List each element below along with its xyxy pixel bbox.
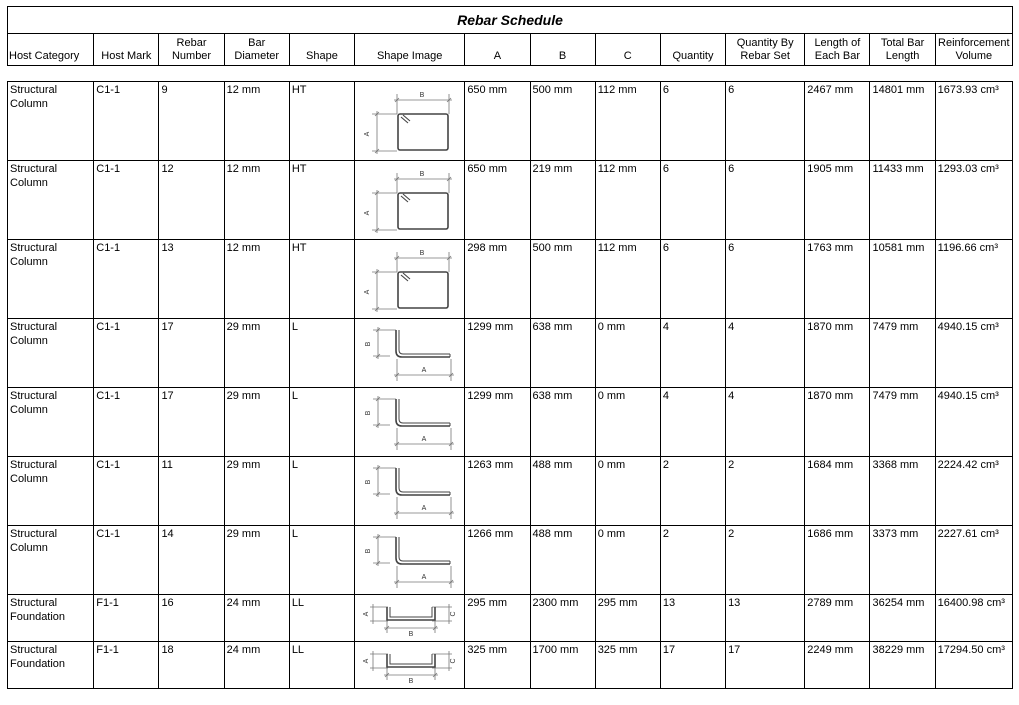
host-mark-cell: C1-1 <box>94 161 159 240</box>
dim-b-cell: 488 mm <box>530 457 595 526</box>
shape-label-a: A <box>363 131 371 137</box>
host-category-cell: Structural Column <box>8 388 94 457</box>
schedule-body <box>8 82 1013 689</box>
header-a[interactable]: A <box>465 34 530 66</box>
header-shape-image[interactable]: Shape Image <box>355 34 465 66</box>
header-rebar-number[interactable]: Rebar Number <box>159 34 224 66</box>
shape-cell: HT <box>289 82 354 161</box>
dim-a-cell: 325 mm <box>465 642 530 689</box>
host-category-cell: Structural Column <box>8 526 94 595</box>
host-category-cell: Structural Column <box>8 161 94 240</box>
shape-label-a: A <box>363 210 371 216</box>
shape-label-b: B <box>364 479 372 485</box>
host-mark-cell: C1-1 <box>94 82 159 161</box>
volume-cell: 1293.03 cm³ <box>935 161 1012 240</box>
dim-c-cell: 0 mm <box>595 319 660 388</box>
length-each-cell: 2467 mm <box>805 82 870 161</box>
total-length-cell: 38229 mm <box>870 642 935 689</box>
length-each-cell: 2789 mm <box>805 595 870 642</box>
dim-a-cell: 1266 mm <box>465 526 530 595</box>
rebar-number-cell: 13 <box>159 240 224 319</box>
dim-c-cell: 112 mm <box>595 161 660 240</box>
shape-label-a: A <box>362 658 370 664</box>
quantity-cell: 2 <box>660 457 725 526</box>
rebar-number-cell: 12 <box>159 161 224 240</box>
volume-cell: 4940.15 cm³ <box>935 388 1012 457</box>
dim-c-cell: 0 mm <box>595 457 660 526</box>
header-quantity-by-rebar-set[interactable]: Quantity By Rebar Set <box>726 34 805 66</box>
host-category-cell: Structural Column <box>8 457 94 526</box>
length-each-cell: 1870 mm <box>805 388 870 457</box>
total-length-cell: 3373 mm <box>870 526 935 595</box>
bar-diameter-cell: 29 mm <box>224 457 289 526</box>
quantity-cell: 6 <box>660 240 725 319</box>
rebar-number-cell: 18 <box>159 642 224 689</box>
rebar-number-cell: 17 <box>159 388 224 457</box>
table-row[interactable] <box>8 82 1013 161</box>
bar-diameter-cell: 12 mm <box>224 82 289 161</box>
quantity-cell: 4 <box>660 388 725 457</box>
shape-cell: L <box>289 457 354 526</box>
quantity-cell: 2 <box>660 526 725 595</box>
stirrup-shape-icon <box>360 82 460 158</box>
quantity-by-set-cell: 6 <box>726 82 805 161</box>
length-each-cell: 1686 mm <box>805 526 870 595</box>
header-reinforcement-volume[interactable]: Reinforcement Volume <box>935 34 1012 66</box>
header-host-category[interactable]: Host Category <box>8 34 94 66</box>
stirrup-shape-icon <box>360 161 460 237</box>
table-row[interactable] <box>8 595 1013 642</box>
host-category-cell: Structural Column <box>8 319 94 388</box>
stirrup-shape-icon <box>360 240 460 316</box>
dim-c-cell: 295 mm <box>595 595 660 642</box>
rebar-number-cell: 14 <box>159 526 224 595</box>
dim-a-cell: 1263 mm <box>465 457 530 526</box>
dim-b-cell: 1700 mm <box>530 642 595 689</box>
shape-label-a: A <box>421 505 426 512</box>
host-category-cell: Structural Column <box>8 82 94 161</box>
spacer-row <box>8 66 1013 82</box>
length-each-cell: 2249 mm <box>805 642 870 689</box>
shape-label-a: A <box>362 611 370 617</box>
host-mark-cell: F1-1 <box>94 642 159 689</box>
host-mark-cell: C1-1 <box>94 240 159 319</box>
rebar-number-cell: 17 <box>159 319 224 388</box>
rebar-schedule-table <box>7 6 1013 689</box>
shape-label-b: B <box>364 341 372 347</box>
shape-image-cell <box>355 240 465 319</box>
shape-image-cell <box>355 457 465 526</box>
dim-b-cell: 638 mm <box>530 388 595 457</box>
volume-cell: 2224.42 cm³ <box>935 457 1012 526</box>
table-row[interactable] <box>8 526 1013 595</box>
header-quantity[interactable]: Quantity <box>660 34 725 66</box>
bar-diameter-cell: 12 mm <box>224 161 289 240</box>
shape-label-b: B <box>364 410 372 416</box>
total-length-cell: 7479 mm <box>870 319 935 388</box>
shape-label-c: C <box>449 611 457 617</box>
bar-diameter-cell: 24 mm <box>224 595 289 642</box>
shape-image-cell <box>355 526 465 595</box>
quantity-cell: 4 <box>660 319 725 388</box>
bar-diameter-cell: 12 mm <box>224 240 289 319</box>
quantity-by-set-cell: 2 <box>726 526 805 595</box>
shape-image-cell <box>355 161 465 240</box>
total-length-cell: 10581 mm <box>870 240 935 319</box>
host-category-cell: Structural Foundation <box>8 595 94 642</box>
table-row[interactable] <box>8 642 1013 689</box>
shape-label-c: C <box>449 658 457 664</box>
quantity-cell: 6 <box>660 161 725 240</box>
total-length-cell: 3368 mm <box>870 457 935 526</box>
u-bar-shape-icon <box>360 595 460 639</box>
length-each-cell: 1684 mm <box>805 457 870 526</box>
length-each-cell: 1870 mm <box>805 319 870 388</box>
quantity-by-set-cell: 2 <box>726 457 805 526</box>
u-bar-shape-icon <box>360 642 460 686</box>
dim-a-cell: 650 mm <box>465 82 530 161</box>
dim-a-cell: 1299 mm <box>465 319 530 388</box>
shape-label-a: A <box>421 436 426 443</box>
shape-cell: L <box>289 319 354 388</box>
spacer-cell <box>8 66 1013 82</box>
shape-label-b: B <box>419 250 424 257</box>
quantity-by-set-cell: 6 <box>726 240 805 319</box>
dim-a-cell: 298 mm <box>465 240 530 319</box>
shape-label-b: B <box>408 678 413 685</box>
dim-a-cell: 650 mm <box>465 161 530 240</box>
shape-cell: L <box>289 526 354 595</box>
header-host-mark[interactable]: Host Mark <box>94 34 159 66</box>
dim-a-cell: 1299 mm <box>465 388 530 457</box>
dim-c-cell: 325 mm <box>595 642 660 689</box>
total-length-cell: 11433 mm <box>870 161 935 240</box>
l-bar-shape-icon <box>360 526 460 592</box>
dim-b-cell: 488 mm <box>530 526 595 595</box>
volume-cell: 1673.93 cm³ <box>935 82 1012 161</box>
length-each-cell: 1763 mm <box>805 240 870 319</box>
shape-image-cell <box>355 319 465 388</box>
schedule-title: Rebar Schedule <box>8 7 1013 34</box>
host-category-cell: Structural Foundation <box>8 642 94 689</box>
volume-cell: 16400.98 cm³ <box>935 595 1012 642</box>
l-bar-shape-icon <box>360 388 460 454</box>
rebar-schedule-sheet <box>7 6 1013 689</box>
dim-b-cell: 500 mm <box>530 240 595 319</box>
total-length-cell: 36254 mm <box>870 595 935 642</box>
shape-image-cell <box>355 642 465 689</box>
table-row[interactable] <box>8 161 1013 240</box>
volume-cell: 1196.66 cm³ <box>935 240 1012 319</box>
quantity-by-set-cell: 17 <box>726 642 805 689</box>
dim-b-cell: 638 mm <box>530 319 595 388</box>
dim-c-cell: 112 mm <box>595 240 660 319</box>
title-row <box>8 7 1013 34</box>
dim-b-cell: 219 mm <box>530 161 595 240</box>
rebar-number-cell: 11 <box>159 457 224 526</box>
header-bar-diameter[interactable]: Bar Diameter <box>224 34 289 66</box>
shape-image-cell <box>355 82 465 161</box>
length-each-cell: 1905 mm <box>805 161 870 240</box>
header-shape[interactable]: Shape <box>289 34 354 66</box>
quantity-by-set-cell: 13 <box>726 595 805 642</box>
dim-c-cell: 112 mm <box>595 82 660 161</box>
quantity-by-set-cell: 4 <box>726 319 805 388</box>
shape-cell: LL <box>289 595 354 642</box>
table-row[interactable] <box>8 457 1013 526</box>
host-mark-cell: F1-1 <box>94 595 159 642</box>
header-c[interactable]: C <box>595 34 660 66</box>
host-mark-cell: C1-1 <box>94 457 159 526</box>
quantity-by-set-cell: 4 <box>726 388 805 457</box>
shape-image-cell <box>355 595 465 642</box>
host-mark-cell: C1-1 <box>94 388 159 457</box>
total-length-cell: 7479 mm <box>870 388 935 457</box>
header-row <box>8 34 1013 66</box>
dim-b-cell: 500 mm <box>530 82 595 161</box>
shape-label-b: B <box>408 631 413 638</box>
quantity-cell: 6 <box>660 82 725 161</box>
rebar-number-cell: 9 <box>159 82 224 161</box>
bar-diameter-cell: 29 mm <box>224 388 289 457</box>
dim-a-cell: 295 mm <box>465 595 530 642</box>
total-length-cell: 14801 mm <box>870 82 935 161</box>
shape-image-cell <box>355 388 465 457</box>
dim-b-cell: 2300 mm <box>530 595 595 642</box>
l-bar-shape-icon <box>360 457 460 523</box>
shape-label-b: B <box>419 92 424 99</box>
rebar-number-cell: 16 <box>159 595 224 642</box>
shape-label-b: B <box>364 548 372 554</box>
quantity-cell: 17 <box>660 642 725 689</box>
host-category-cell: Structural Column <box>8 240 94 319</box>
host-mark-cell: C1-1 <box>94 319 159 388</box>
dim-c-cell: 0 mm <box>595 526 660 595</box>
quantity-cell: 13 <box>660 595 725 642</box>
header-length-of-each-bar[interactable]: Length of Each Bar <box>805 34 870 66</box>
l-bar-shape-icon <box>360 319 460 385</box>
shape-cell: HT <box>289 240 354 319</box>
dim-c-cell: 0 mm <box>595 388 660 457</box>
volume-cell: 17294.50 cm³ <box>935 642 1012 689</box>
shape-label-a: A <box>421 367 426 374</box>
quantity-by-set-cell: 6 <box>726 161 805 240</box>
header-total-bar-length[interactable]: Total Bar Length <box>870 34 935 66</box>
bar-diameter-cell: 24 mm <box>224 642 289 689</box>
table-row[interactable] <box>8 240 1013 319</box>
bar-diameter-cell: 29 mm <box>224 319 289 388</box>
shape-cell: L <box>289 388 354 457</box>
table-row[interactable] <box>8 388 1013 457</box>
shape-cell: LL <box>289 642 354 689</box>
shape-label-a: A <box>421 574 426 581</box>
bar-diameter-cell: 29 mm <box>224 526 289 595</box>
shape-label-b: B <box>419 171 424 178</box>
volume-cell: 4940.15 cm³ <box>935 319 1012 388</box>
header-b[interactable]: B <box>530 34 595 66</box>
volume-cell: 2227.61 cm³ <box>935 526 1012 595</box>
shape-cell: HT <box>289 161 354 240</box>
shape-label-a: A <box>363 289 371 295</box>
table-row[interactable] <box>8 319 1013 388</box>
host-mark-cell: C1-1 <box>94 526 159 595</box>
